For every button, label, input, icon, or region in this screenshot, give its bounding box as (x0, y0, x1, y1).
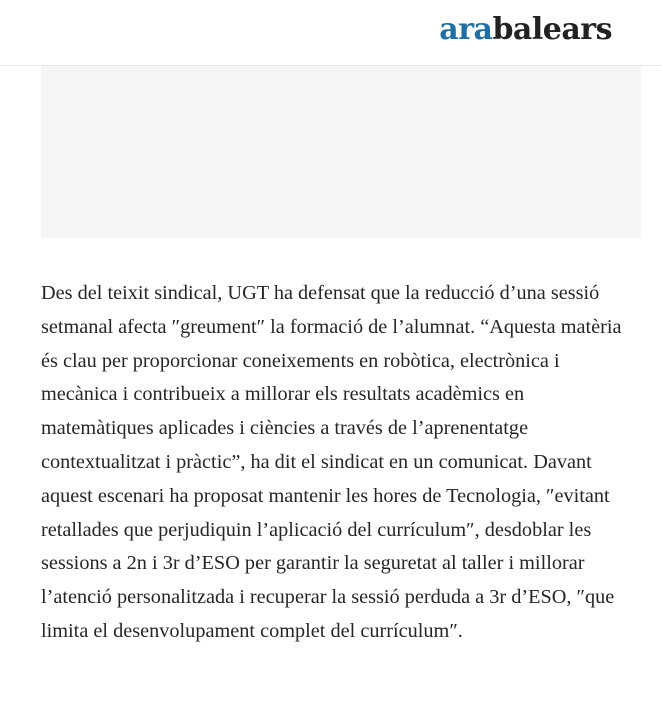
ad-placeholder (41, 66, 641, 238)
ara-balears-logo[interactable] (439, 10, 612, 50)
logo-ara: ara (439, 12, 493, 47)
article-body (41, 277, 641, 649)
site-header (0, 0, 662, 66)
logo-balears: balears (492, 12, 612, 47)
article-paragraph: Des del teixit sindical, UGT ha defensat que la reducció d’una sessió setmanal afecta ″greument″ la formació de l’alumnat. “Aquesta matèria és clau per proporcionar coneixements en robòtica, electrònica i mecànica i contribueix a millorar els resultats acadèmics en matemàtiques aplicades i ciències a través de l’aprenentatge contextualitzat i pràctic”, ha dit el sindicat en un comunicat. Davant aquest escenari ha proposat mantenir les hores de Tecnologia, ″evitant retallades que perjudiquin l’aplicació del currículum″, desdoblar les sessions a 2n i 3r d’ESO per garantir la seguretat al taller i millorar l’atenció personalitzada i recuperar la sessió perduda a 3r d’ESO, ″que limita el desenvolupament complet del currículum″. (41, 282, 622, 642)
